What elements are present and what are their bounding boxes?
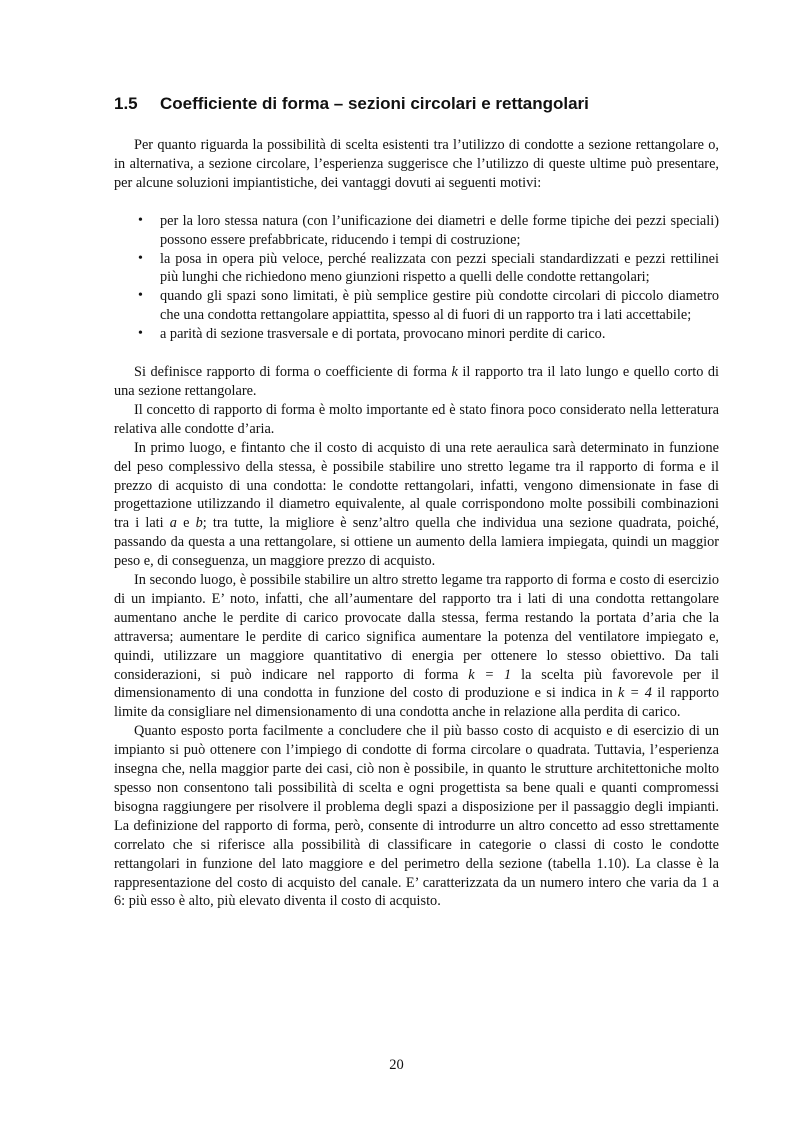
section-title: Coefficiente di forma – sezioni circolari e rettangolari <box>160 94 589 113</box>
list-item-text: quando gli spazi sono limitati, è più semplice gestire più condotte circolari di piccolo diametro che una condotta rettangolare appiattita, spesso al di fuori di un rapporto tra i lati accettabile; <box>160 288 719 324</box>
list-item <box>114 250 719 288</box>
section-heading <box>114 93 719 115</box>
paragraph-text: e <box>176 515 196 532</box>
list-item-text: per la loro stessa natura (con l’unificazione dei diametri e delle forme tipiche dei pezzi speciali) possono essere prefabbricate, riducendo i tempi di costruzione; <box>160 212 719 248</box>
math-variable-k: k <box>451 364 458 381</box>
paragraph-conclusion: Quanto esposto porta facilmente a concludere che il più basso costo di acquisto e di esercizio di un impianto si può ottenere con l’impiego di condotte di forma circolare o quadrata. Tuttavia, l’esperienza insegna che, nella maggior parte dei casi, ciò non è possibile, in quanto le strutture architettoniche molto spesso non consentono tali possibilità di scelta e ogni progettista sa bene quali e quanti compromessi bisogna raggiungere per risolvere il problema degli spazi a disposizione per il passaggio degli impianti. La definizione del rapporto di forma, però, consente di introdurre un altro concetto ad esso strettamente correlato che si riferisce alla possibilità di classificare in categorie o classi di costo le condotte rettangolari in funzione del lato maggiore e del perimetro della sezione (tabella 1.10). La classe è la rappresentazione del costo di acquisto del canale. E’ caratterizzata da un numero intero che varia da 1 a 6: più esso è alto, più elevato diventa il costo di acquisto. <box>114 723 719 910</box>
section-number: 1.5 <box>114 94 138 113</box>
paragraph-text: il rapporto limite da consigliare nel dimensionamento di una condotta anche in relazione alla perdita di carico. <box>114 685 719 721</box>
bullet-icon: • <box>138 212 143 228</box>
advantages-list <box>114 212 719 344</box>
intro-paragraph: Per quanto riguarda la possibilità di scelta esistenti tra l’utilizzo di condotte a sezione rettangolare o, in alternativa, a sezione circolare, l’esperienza suggerisce che l’utilizzo di queste ultime può presentare, per alcune soluzioni impiantistiche, dei vantaggi dovuti ai seguenti motivi: <box>114 137 719 191</box>
bullet-icon: • <box>138 326 143 342</box>
paragraph-text: In primo luogo, e fintanto che il costo di acquisto di una rete aeraulica sarà determinato in funzione del peso complessivo della stessa, è possibile stabilire uno stretto legame tra il rapporto di forma e il prezzo di acquisto di una condotta: le condotte rettangolari, infatti, vengono dimensionate in fase di progettazione utilizzando il diametro equivalente, al quale corrispondono molte possibili combinazioni tra i lati <box>114 439 719 532</box>
paragraph-purchase-cost <box>114 439 719 571</box>
math-variable-a: a <box>169 515 177 532</box>
math-equation-k4: k = 4 <box>617 685 652 702</box>
list-item-text: la posa in opera più veloce, perché realizzata con pezzi speciali standardizzati e pezzi rettilinei più lunghi che richiedono meno giunzioni rispetto a quelli delle condotte rettangolari; <box>160 250 719 286</box>
paragraph-text: il rapporto tra il lato lungo e quello corto di una sezione rettangolare. <box>114 364 719 399</box>
list-item <box>114 287 719 325</box>
paragraph-operating-cost <box>114 571 719 722</box>
page-number: 20 <box>389 1057 404 1073</box>
paragraph-text: Si definisce rapporto di forma o coefficiente di forma <box>134 364 452 381</box>
bullet-icon: • <box>138 250 143 266</box>
paragraph-text: In secondo luogo, è possibile stabilire un altro stretto legame tra rapporto di forma e costo di esercizio di un impianto. E’ noto, infatti, che all’aumentare del rapporto tra i lati di una condotta rettangolare aumentano anche le perdite di carico provocate dalla stessa, ferma restando la portata d’aria che la attraversa; aumentare le perdite di carico significa aumentare la potenza del ventilatore impiegato e, quindi, utilizzare un maggiore quantitativo di energia per ottenere lo stesso obiettivo. Da tali considerazioni, si può indicare nel rapporto di forma <box>114 572 719 683</box>
math-equation-k1: k = 1 <box>468 666 512 683</box>
paragraph-text: ; tra tutte, la migliore è senz’altro quella che individua una sezione quadrata, poiché, passando da questa a una rettangolare, si ottiene un aumento della lamiera impiegata, quindi un maggior peso e, di conseguenza, un maggiore prezzo di acquisto. <box>114 515 719 570</box>
list-item <box>114 212 719 250</box>
paragraph-text: la scelta più favorevole per il dimensionamento di una condotta in funzione del costo di produzione e si indica in <box>114 666 720 702</box>
section-body <box>114 136 719 911</box>
math-variable-b: b <box>195 515 203 532</box>
paragraph-importance: Il concetto di rapporto di forma è molto importante ed è stato finora poco considerato nella letteratura relativa alle condotte d’aria. <box>114 401 719 437</box>
bullet-icon: • <box>138 288 143 304</box>
paragraph-definition <box>114 363 719 401</box>
list-item <box>114 325 719 344</box>
list-item-text: a parità di sezione trasversale e di portata, provocano minori perdite di carico. <box>160 326 606 343</box>
